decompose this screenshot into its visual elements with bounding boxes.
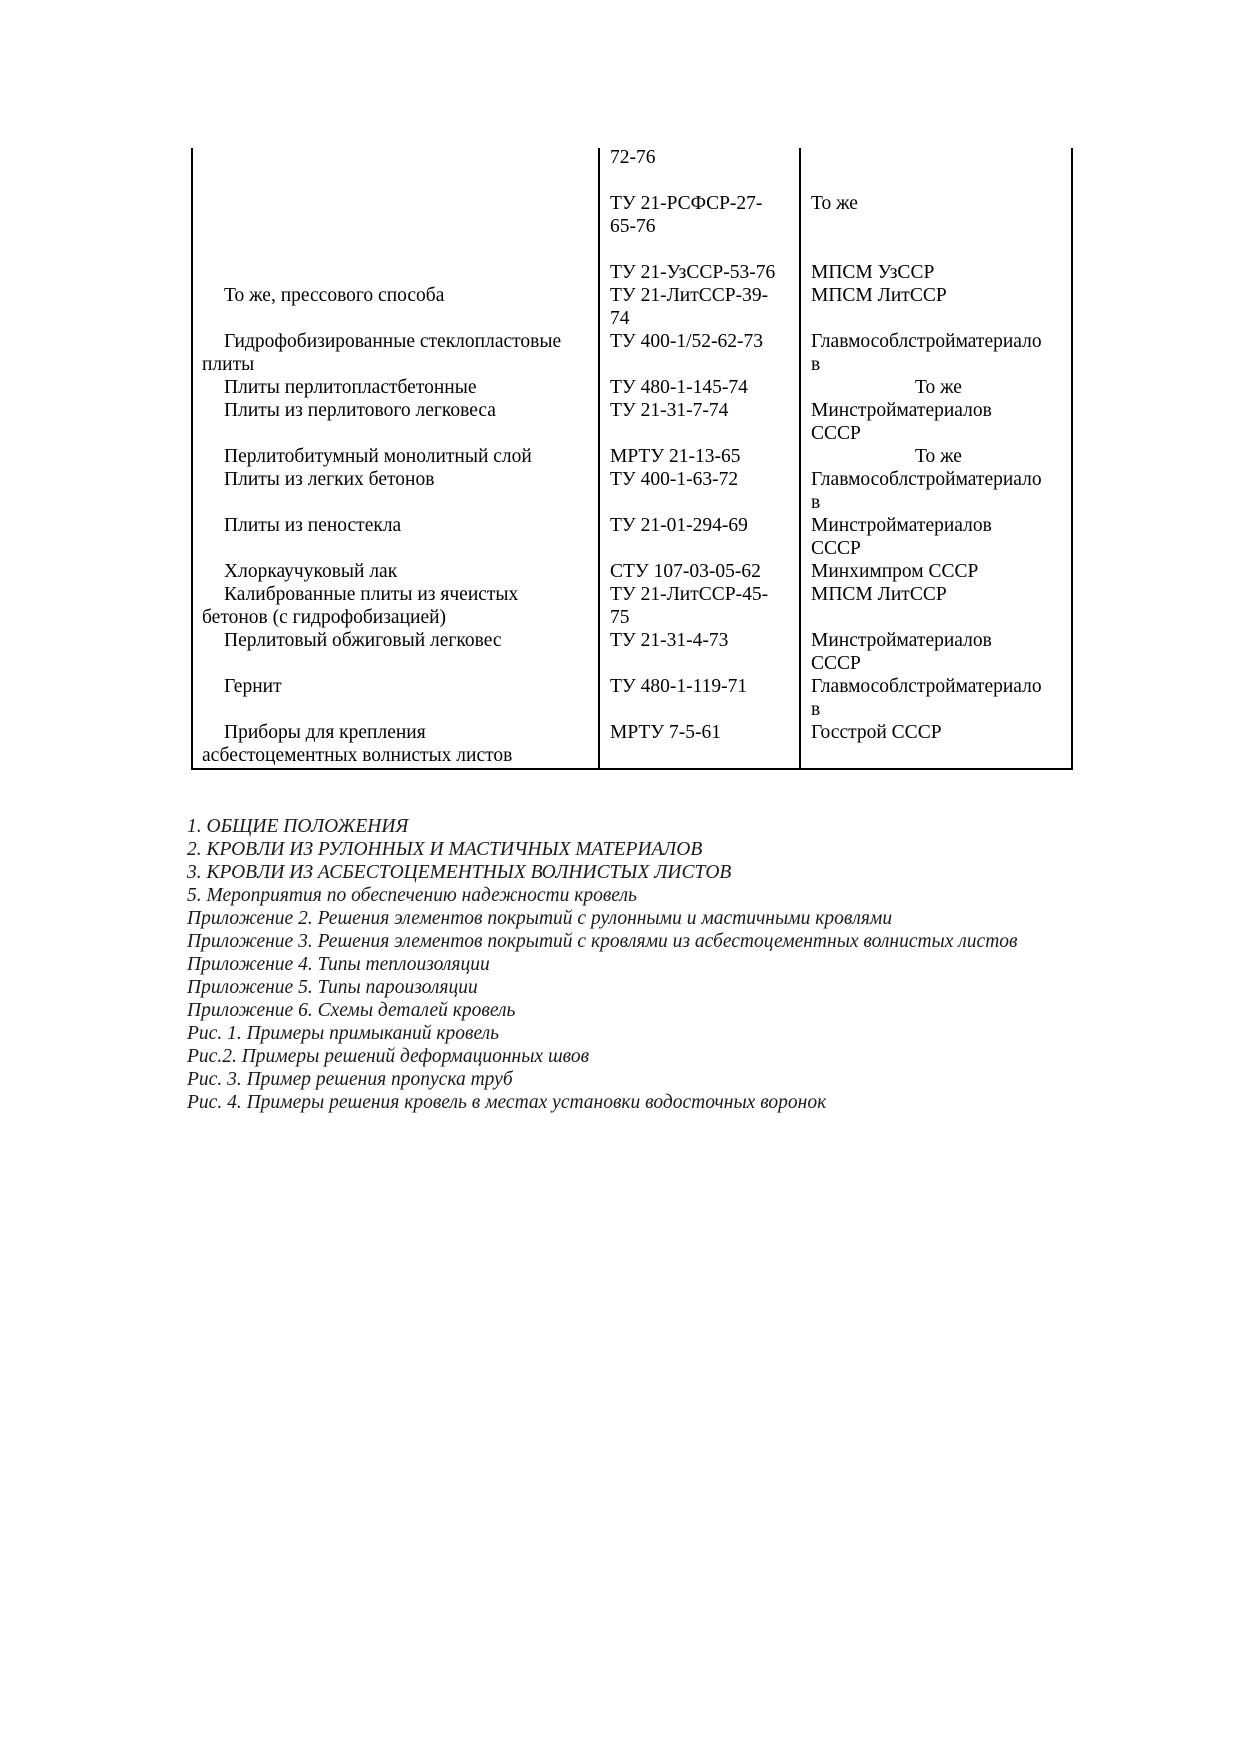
table-cell-standard: 72-76 — [610, 147, 656, 168]
table-cell-standard: ТУ 21-ЛитССР-39- 74 — [610, 285, 769, 329]
table-cell-material: Плиты перлитопластбетонные — [224, 377, 477, 398]
table-cell-organization: Госстрой СССР — [811, 722, 942, 743]
table-cell-organization: Минстройматериалов СССР — [811, 515, 992, 559]
table-cell-organization: Главмособлстройматериало в — [811, 676, 1042, 720]
contents-item[interactable]: Приложение 6. Схемы деталей кровель — [187, 1000, 516, 1021]
contents-item[interactable]: Приложение 4. Типы теплоизоляции — [187, 954, 490, 975]
contents-item[interactable]: Приложение 5. Типы пароизоляции — [187, 977, 478, 998]
table-column-divider-1 — [598, 148, 600, 770]
table-border-bottom — [191, 768, 1073, 770]
table-cell-material: Плиты из легких бетонов — [224, 469, 435, 490]
table-border-left — [191, 148, 193, 770]
table-cell-material: Плиты из пеностекла — [224, 515, 402, 536]
contents-item[interactable]: 1. ОБЩИЕ ПОЛОЖЕНИЯ — [187, 816, 409, 837]
table-cell-material: Хлоркаучуковый лак — [224, 561, 398, 582]
table-cell-standard: ТУ 21-31-7-74 — [610, 400, 729, 421]
table-cell-organization: МПСМ ЛитССР — [811, 584, 947, 605]
contents-item[interactable]: Приложение 2. Решения элементов покрытий с рулонными и мастичными кровлями — [187, 908, 893, 929]
table-cell-organization: Минстройматериалов СССР — [811, 630, 992, 674]
contents-item[interactable]: 5. Мероприятия по обеспечению надежности кровель — [187, 885, 637, 906]
table-cell-standard: ТУ 400-1/52-62-73 — [610, 331, 763, 352]
table-cell-material: Гидрофобизированные стеклопластовые плиты — [202, 331, 562, 375]
table-cell-organization: МПСМ ЛитССР — [811, 285, 947, 306]
contents-item[interactable]: Рис. 1. Примеры примыканий кровель — [187, 1023, 500, 1044]
table-cell-standard: ТУ 21-УзССР-53-76 — [610, 262, 776, 283]
table-cell-material: Гернит — [224, 676, 282, 697]
table-cell-organization: То же — [811, 193, 858, 214]
table-cell-material: Калиброванные плиты из ячеистых бетонов (с гидрофобизацией) — [202, 584, 519, 628]
contents-item[interactable]: 2. КРОВЛИ ИЗ РУЛОННЫХ И МАСТИЧНЫХ МАТЕРИАЛОВ — [187, 839, 703, 860]
table-cell-standard: ТУ 21-РСФСР-27- 65-76 — [610, 193, 763, 237]
table-cell-material: То же, прессового способа — [224, 285, 445, 306]
table-cell-material: Перлитовый обжиговый легковес — [224, 630, 502, 651]
table-cell-organization: Минстройматериалов СССР — [811, 400, 992, 444]
table-cell-organization: МПСМ УзССР — [811, 262, 935, 283]
materials-table — [191, 148, 1073, 770]
table-cell-organization: То же — [915, 446, 962, 467]
table-cell-standard: СТУ 107-03-05-62 — [610, 561, 761, 582]
table-cell-organization: Минхимпром СССР — [811, 561, 979, 582]
table-cell-standard: ТУ 400-1-63-72 — [610, 469, 739, 490]
table-border-right — [1071, 148, 1073, 770]
table-of-contents — [187, 815, 1087, 1114]
table-cell-material: Приборы для крепления асбестоцементных волнистых листов — [202, 722, 513, 766]
table-cell-organization: Главмособлстройматериало в — [811, 469, 1042, 513]
table-cell-material: Плиты из перлитового легковеса — [224, 400, 496, 421]
contents-item[interactable]: Рис. 3. Пример решения пропуска труб — [187, 1069, 513, 1090]
contents-item[interactable]: 3. КРОВЛИ ИЗ АСБЕСТОЦЕМЕНТНЫХ ВОЛНИСТЫХ ЛИСТОВ — [187, 862, 732, 883]
contents-item[interactable]: Рис. 4. Примеры решения кровель в местах установки водосточных воронок — [187, 1092, 827, 1113]
contents-item[interactable]: Приложение 3. Решения элементов покрытий с кровлями из асбестоцементных волнистых листов — [187, 931, 1018, 952]
table-cell-standard: МРТУ 7-5-61 — [610, 722, 722, 743]
table-cell-standard: ТУ 21-01-294-69 — [610, 515, 748, 536]
table-cell-organization: То же — [915, 377, 962, 398]
table-cell-material: Перлитобитумный монолитный слой — [224, 446, 532, 467]
table-cell-standard: ТУ 480-1-145-74 — [610, 377, 748, 398]
contents-item[interactable]: Рис.2. Примеры решений деформационных швов — [187, 1046, 590, 1067]
table-column-divider-2 — [799, 148, 801, 770]
table-cell-organization: Главмособлстройматериало в — [811, 331, 1042, 375]
table-cell-standard: ТУ 480-1-119-71 — [610, 676, 748, 697]
table-cell-standard: ТУ 21-ЛитССР-45- 75 — [610, 584, 769, 628]
table-cell-standard: ТУ 21-31-4-73 — [610, 630, 729, 651]
table-cell-standard: МРТУ 21-13-65 — [610, 446, 741, 467]
